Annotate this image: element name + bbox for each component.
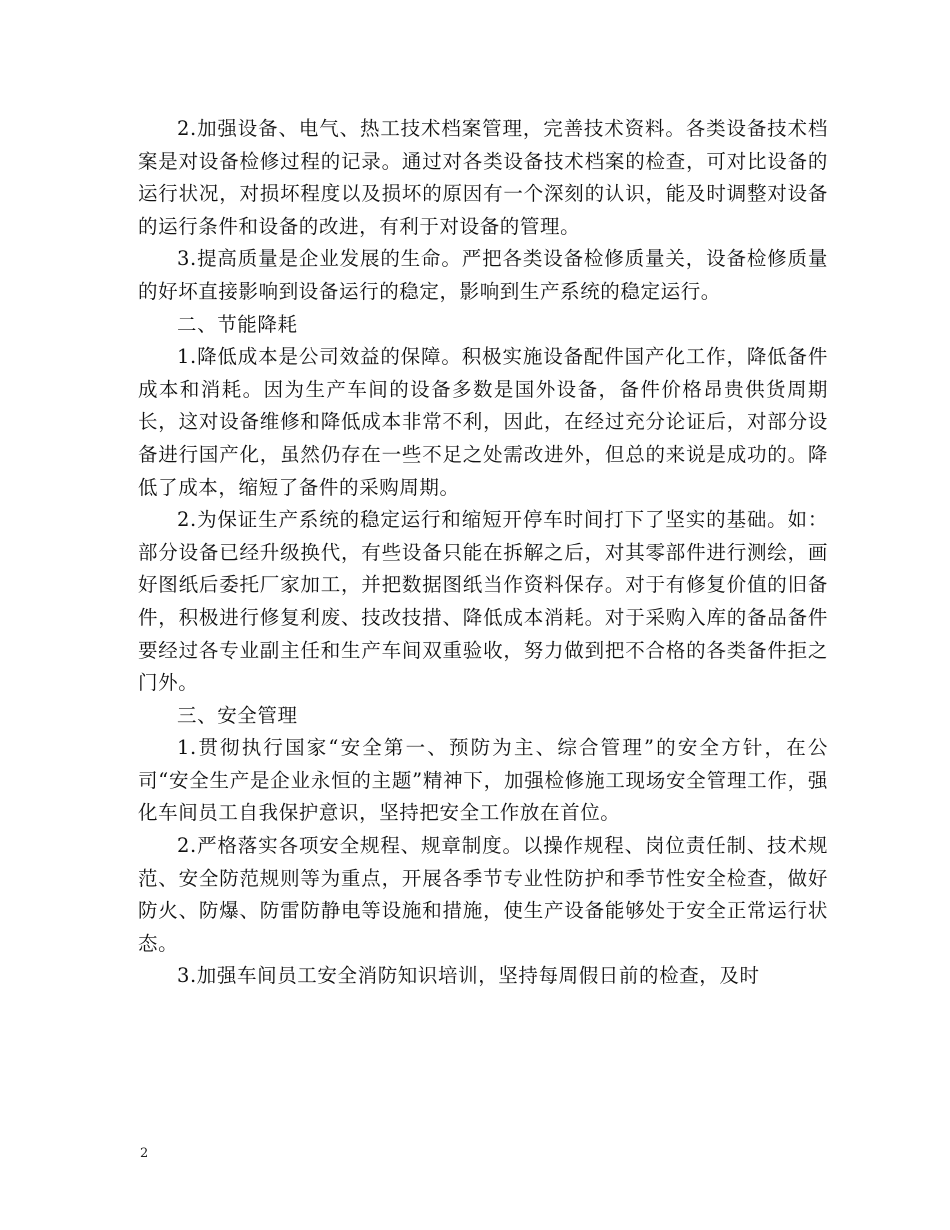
- section-heading-safety-management: 三、安全管理: [177, 703, 298, 727]
- paragraph-cost-reduction: 1.降低成本是公司效益的保障。积极实施设备配件国产化工作，降低备件成本和消耗。因为生产车间的设备多数是国外设备，备件价格昂贵供货周期长，这对设备维修和降低成本非常不利，因此，在经过充分论证后，对部分设备进行国产化，虽然仍存在一些不足之处需改进外，但总的来说是成功的。降低了成本，缩短了备件的采购周期。: [138, 345, 828, 499]
- document-body: [138, 113, 828, 993]
- paragraph-archive-management: 2.加强设备、电气、热工技术档案管理，完善技术资料。各类设备技术档案是对设备检修过程的记录。通过对各类设备技术档案的检查，可对比设备的运行状况，对损坏程度以及损坏的原因有一个深刻的认识，能及时调整对设备的运行条件和设备的改进，有利于对设备的管理。: [138, 117, 828, 238]
- paragraph-safety-regulations: 2.严格落实各项安全规程、规章制度。以操作规程、岗位责任制、技术规范、安全防范规则等为重点，开展各季节专业性防护和季节性安全检查，做好防火、防爆、防雷防静电等设施和措施，使生产设备能够处于安全正常运行状态。: [138, 834, 828, 955]
- section-heading-energy-saving: 二、节能降耗: [177, 312, 298, 336]
- paragraph-safety-training: 3.加强车间员工安全消防知识培训，坚持每周假日前的检查，及时: [177, 964, 760, 988]
- paragraph-quality: 3.提高质量是企业发展的生命。严把各类设备检修质量关，设备检修质量的好坏直接影响到设备运行的稳定，影响到生产系统的稳定运行。: [138, 247, 828, 303]
- paragraph-safety-policy: 1.贯彻执行国家“安全第一、预防为主、综合管理”的安全方针，在公司“安全生产是企业永恒的主题”精神下，加强检修施工现场安全管理工作，强化车间员工自我保护意识，坚持把安全工作放在首位。: [138, 736, 828, 825]
- page-number: 2: [140, 1146, 149, 1161]
- paragraph-stable-operation: 2.为保证生产系统的稳定运行和缩短开停车时间打下了坚实的基础。如：部分设备已经升级换代，有些设备只能在拆解之后，对其零部件进行测绘，画好图纸后委托厂家加工，并把数据图纸当作资料保存。对于有修复价值的旧备件，积极进行修复利废、技改技措、降低成本消耗。对于采购入库的备品备件要经过各专业副主任和生产车间双重验收，努力做到把不合格的各类备件拒之门外。: [138, 508, 828, 695]
